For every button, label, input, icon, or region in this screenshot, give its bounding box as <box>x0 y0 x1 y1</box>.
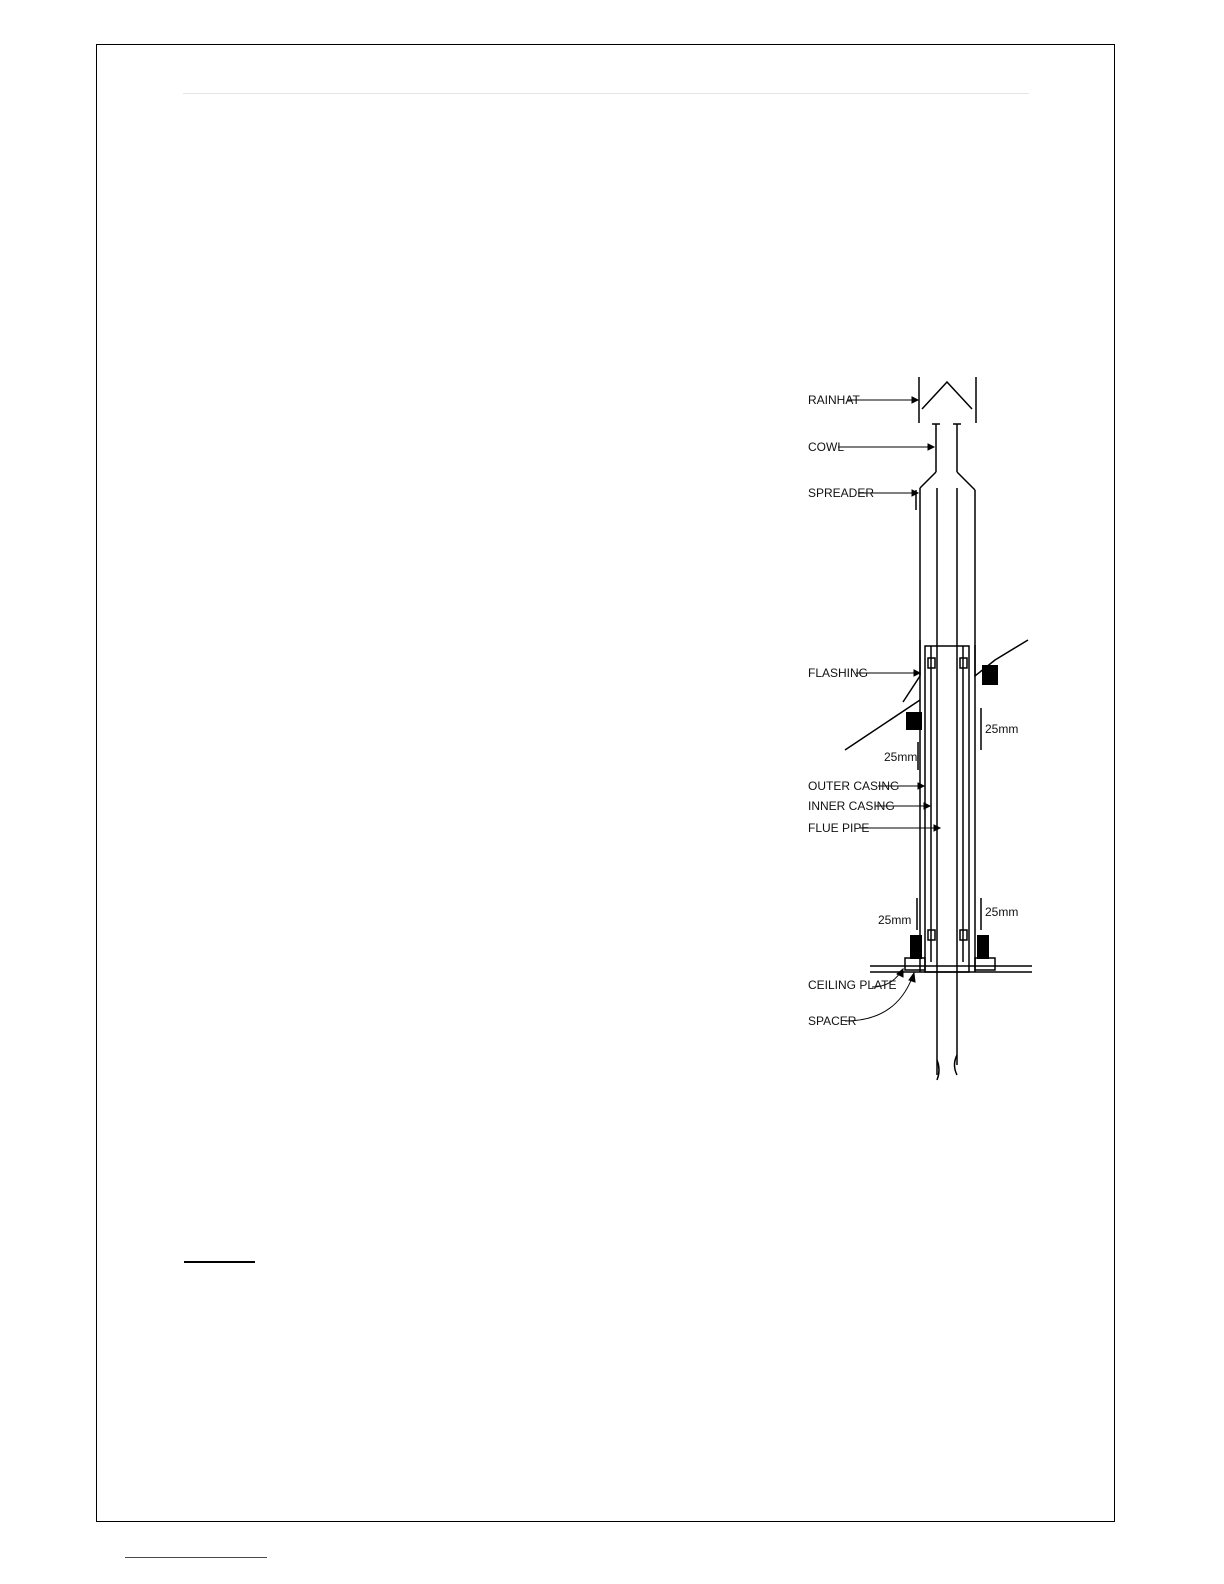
inner-casing-label: INNER CASING <box>808 799 895 813</box>
footer-link-underline[interactable] <box>125 1557 267 1558</box>
outer-casing-label: OUTER CASING <box>808 779 900 793</box>
rainhat-label: RAINHAT <box>808 393 860 407</box>
flue-pipe-label: FLUE PIPE <box>808 821 870 835</box>
dimension-upper-right: 25mm <box>985 722 1019 736</box>
spacer-label: SPACER <box>808 1014 857 1028</box>
spreader-label: SPREADER <box>808 486 875 500</box>
flue-installation-diagram <box>800 370 1040 1100</box>
dimension-lower-left: 25mm <box>878 913 912 927</box>
ceiling-plate-label: CEILING PLATE <box>808 978 897 992</box>
header-rule <box>183 93 1029 94</box>
dimension-lower-right: 25mm <box>985 905 1019 919</box>
flashing-label: FLASHING <box>808 666 869 680</box>
cowl-label: COWL <box>808 440 844 454</box>
dimension-upper-left: 25mm <box>884 750 918 764</box>
section-heading-underline <box>184 1261 255 1263</box>
